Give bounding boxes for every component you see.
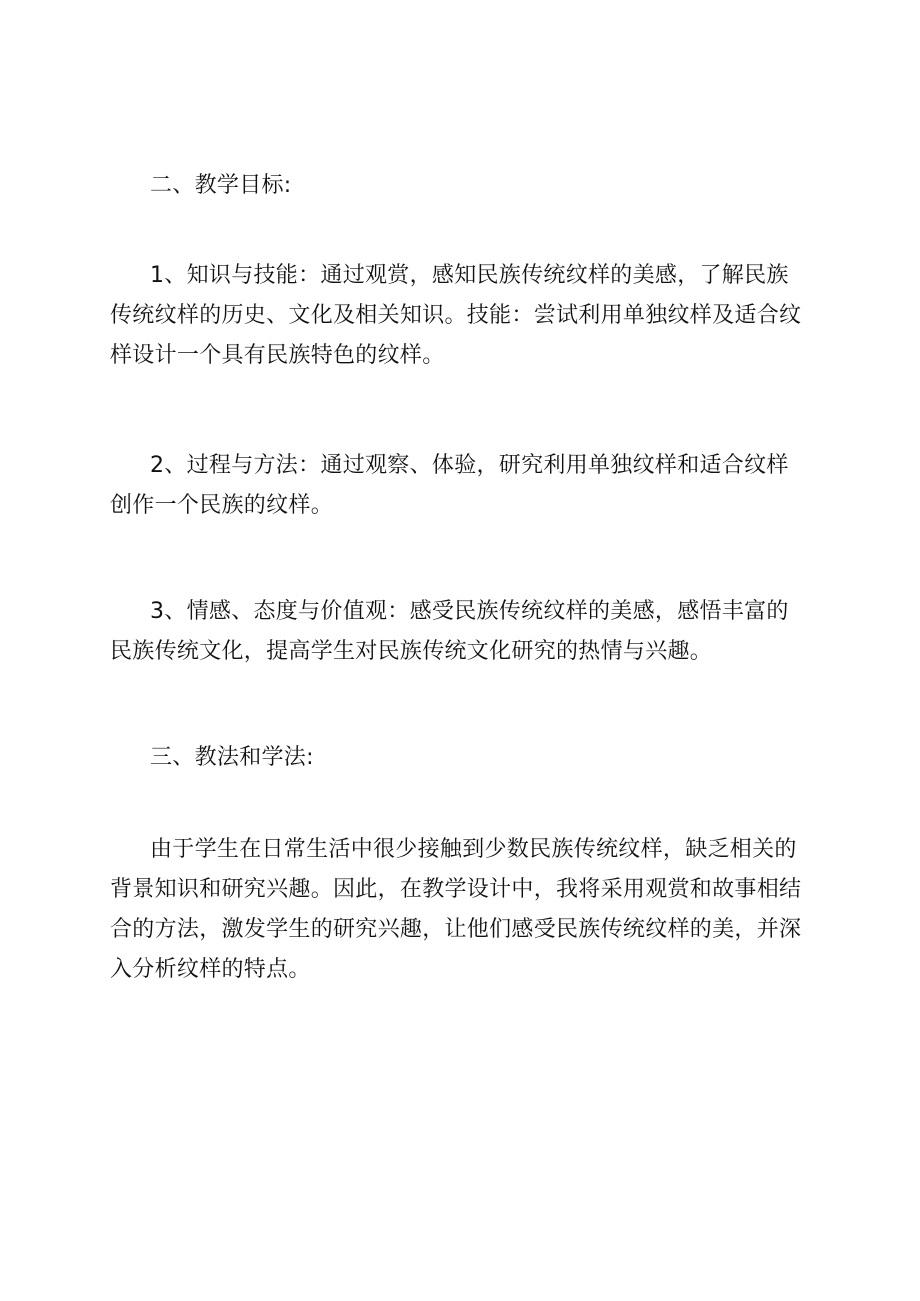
text-line: 背景知识和研究兴趣。因此，在教学设计中，我将采用观赏和故事相结 <box>110 877 802 902</box>
text-line: 3、情感、态度与价值观：感受民族传统纹样的美感，感悟丰富的 <box>150 599 789 624</box>
text-line: 样设计一个具有民族特色的纹样。 <box>110 343 445 368</box>
text-line: 传统纹样的历史、文化及相关知识。技能：尝试利用单独纹样及适合纹 <box>110 303 802 328</box>
section-heading-teaching-objectives: 二、教学目标: <box>150 173 292 198</box>
paragraph-objective-process <box>110 446 830 526</box>
text-line: 1、知识与技能：通过观赏，感知民族传统纹样的美感，了解民族 <box>150 263 789 288</box>
paragraph-objective-knowledge <box>110 256 830 376</box>
text-line: 由于学生在日常生活中很少接触到少数民族传统纹样，缺乏相关的 <box>150 837 797 862</box>
section-heading-methods: 三、教法和学法: <box>150 745 314 770</box>
paragraph-objective-emotion <box>110 592 830 672</box>
text-line: 入分析纹样的特点。 <box>110 957 311 982</box>
text-line: 创作一个民族的纹样。 <box>110 493 334 518</box>
text-line: 合的方法，激发学生的研究兴趣，让他们感受民族传统纹样的美，并深 <box>110 917 802 942</box>
text-line: 2、过程与方法：通过观察、体验，研究利用单独纹样和适合纹样 <box>150 453 789 478</box>
paragraph-methods <box>110 830 830 990</box>
text-line: 民族传统文化，提高学生对民族传统文化研究的热情与兴趣。 <box>110 639 713 664</box>
